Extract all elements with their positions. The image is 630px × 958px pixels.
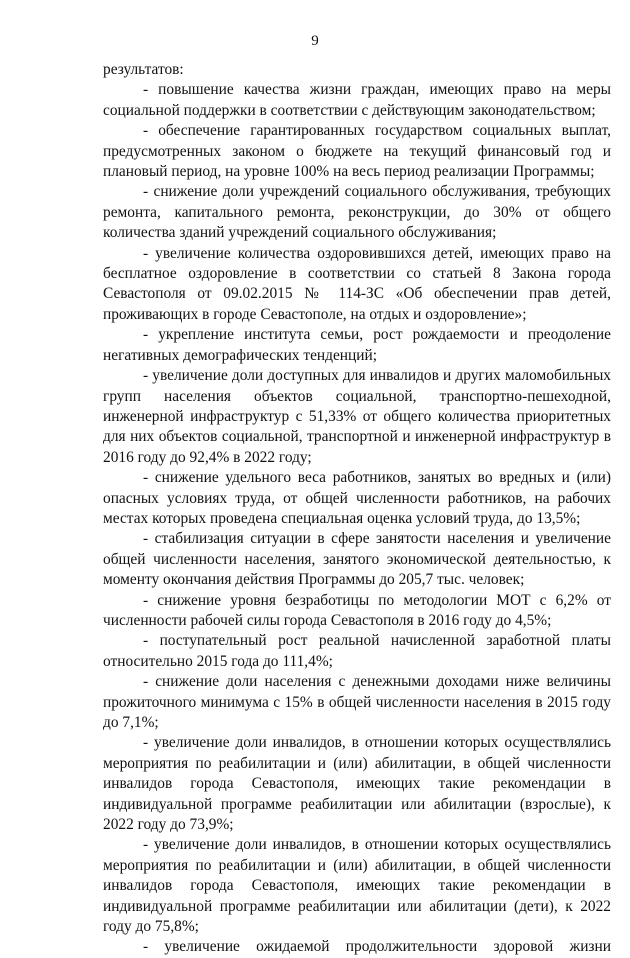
list-item: - снижение уровня безработицы по методологии МОТ с 6,2% от численности рабочей силы города Севастополя в 2016 году до 4,5%; — [103, 591, 611, 629]
list-item: - увеличение количества оздоровившихся детей, имеющих право на бесплатное оздоровление в соответствии со статьей 8 Закона города Севастополя от 09.02.2015 № 114-ЗС «Об обеспечении прав детей, проживающих в городе Севастополе, на отдых и оздоровление»; — [103, 244, 611, 323]
document-body — [103, 60, 611, 958]
list-item: - укрепление института семьи, рост рождаемости и преодоление негативных демографических тенденций; — [103, 326, 611, 364]
list-item: - поступательный рост реальной начисленной заработной платы относительно 2015 года до 111,4%; — [103, 632, 611, 670]
list-item: - увеличение доли доступных для инвалидов и других маломобильных групп населения объектов социальной, транспортно-пешеходной, инженерной инфраструктур с 51,33% от общего количества приоритетных для них объектов социальной, транспортной и инженерной инфраструктур в 2016 году до 92,4% в 2022 году; — [103, 367, 611, 466]
list-item: - стабилизация ситуации в сфере занятости населения и увеличение общей численности населения, занятого экономической деятельностью, к моменту окончания действия Программы до 205,7 тыс. человек; — [103, 530, 611, 589]
list-item: - снижение доли населения с денежными доходами ниже величины прожиточного минимума с 15% в общей численности населения в 2015 году до 7,1%; — [103, 673, 611, 731]
list-item: - снижение удельного веса работников, занятых во вредных и (или) опасных условиях труда, от общей численности работников, на рабочих местах которых проведена специальная оценка условий труда, до 13,5%; — [103, 469, 611, 527]
list-item: - обеспечение гарантированных государством социальных выплат, предусмотренных законом о бюджете на текущий финансовый год и плановый период, на уровне 100% на весь период реализации Программы; — [103, 122, 611, 181]
list-item: - увеличение доли инвалидов, в отношении которых осуществлялись мероприятия по реабилитации и (или) абилитации, в общей численности инвалидов города Севастополя, имеющих такие рекомендации в индивидуальной программе реабилитации или абилитации (взрослые), к 2022 году до 73,9%; — [103, 734, 611, 834]
list-item: - увеличение ожидаемой продолжительности здоровой жизни — [143, 938, 611, 956]
list-item: - увеличение доли инвалидов, в отношении которых осуществлялись мероприятия по реабилитации и (или) абилитации, в общей численности инвалидов города Севастополя, имеющих такие рекомендации в индивидуальной программе реабилитации или абилитации (дети), к 2022 году до 75,8%; — [103, 836, 611, 936]
page-number: 9 — [311, 33, 319, 49]
lead-text: результатов: — [103, 61, 184, 78]
list-item: - снижение доли учреждений социального обслуживания, требующих ремонта, капитального ремонта, реконструкции, до 30% от общего количества зданий учреждений социального обслуживания; — [103, 183, 611, 242]
list-item: - повышение качества жизни граждан, имеющих право на меры социальной поддержки в соответствии с действующим законодательством; — [103, 81, 611, 119]
